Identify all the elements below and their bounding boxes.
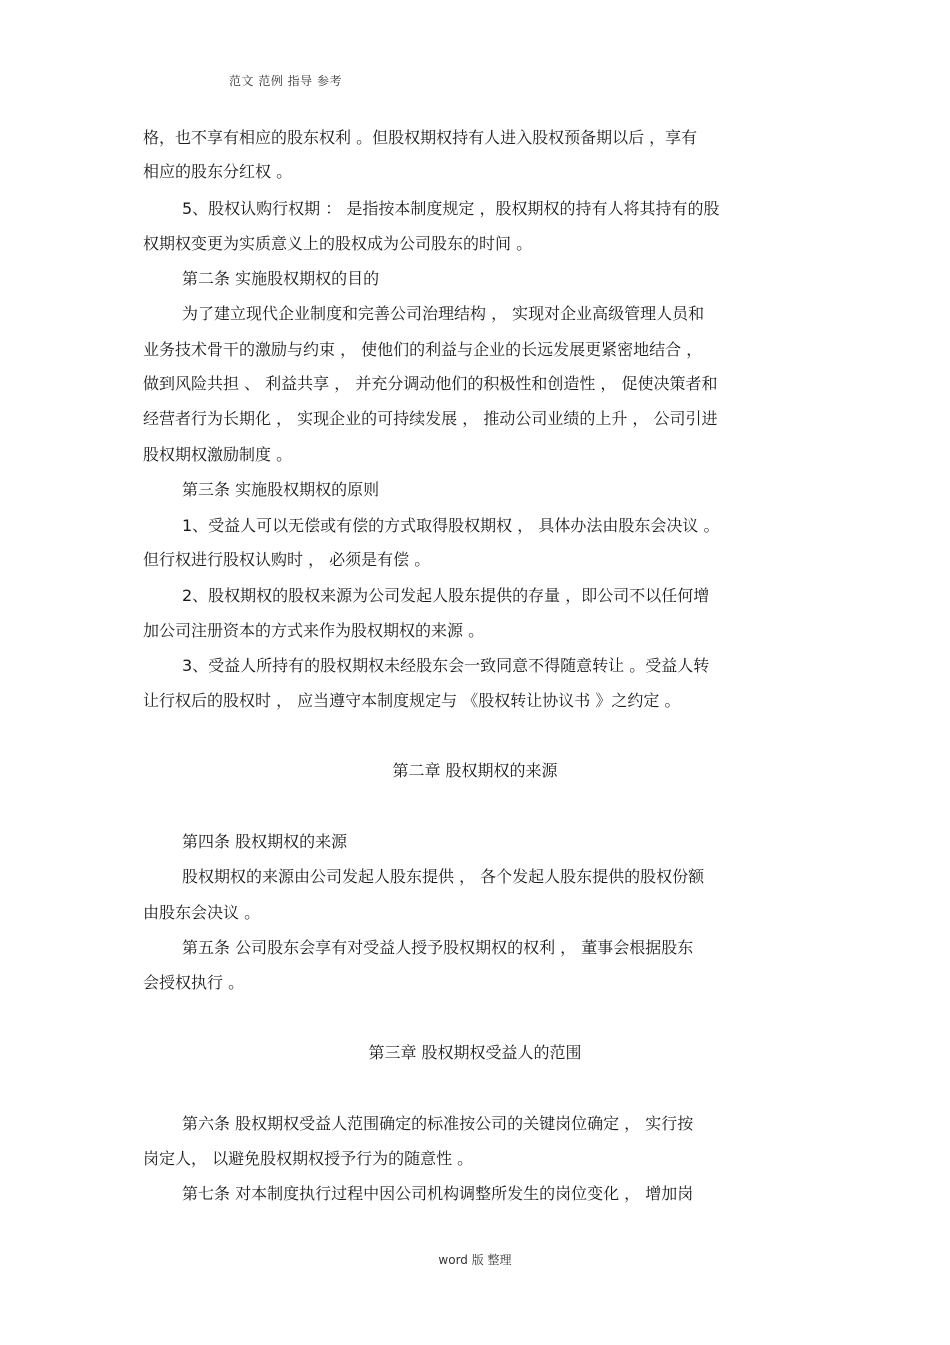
text-line: 经营者行为长期化 ， 实现企业的可持续发展 ， 推动公司业绩的上升 ， 公司引进 (143, 409, 718, 428)
text-line: 格，也不享有相应的股东权利 。但股权期权持有人进入股权预备期以后 ，享有 (143, 128, 698, 147)
article-heading: 第四条 股权期权的来源 (182, 832, 348, 851)
text-line: 会授权执行 。 (143, 973, 245, 992)
page-header: 范文 范例 指导 参考 (229, 74, 342, 88)
text-line: 业务技术骨干的激励与约束 ， 使他们的利益与企业的长远发展更紧密地结合 ， (143, 340, 703, 359)
text-line: 2、股权期权的股权来源为公司发起人股东提供的存量 ，即公司不以任何增 (182, 586, 710, 605)
text-line: 第五条 公司股东会享有对受益人授予股权期权的权利 ， 董事会根据股东 (182, 938, 694, 957)
text-line: 5、股权认购行权期 ： 是指按本制度规定 ，股权期权的持有人将其持有的股 (182, 199, 720, 218)
text-line: 让行权后的股权时 ， 应当遵守本制度规定与 《股权转让协议书 》之约定 。 (143, 691, 681, 710)
text-line: 1、受益人可以无偿或有偿的方式取得股权期权 ， 具体办法由股东会决议 。 (182, 516, 720, 535)
text-line: 加公司注册资本的方式来作为股权期权的来源 。 (143, 621, 485, 640)
article-heading: 第三条 实施股权期权的原则 (182, 480, 380, 499)
text-line: 股权期权的来源由公司发起人股东提供 ， 各个发起人股东提供的股权份额 (182, 867, 705, 886)
chapter-heading: 第二章 股权期权的来源 (392, 761, 558, 780)
text-line: 股权期权激励制度 。 (143, 445, 293, 464)
text-line: 做到风险共担 、 利益共享 ， 并充分调动他们的积极性和创造性 ， 促使决策者和 (143, 374, 718, 393)
text-line: 为了建立现代企业制度和完善公司治理结构 ， 实现对企业高级管理人员和 (182, 304, 705, 323)
text-line: 第七条 对本制度执行过程中因公司机构调整所发生的岗位变化 ， 增加岗 (182, 1184, 694, 1203)
article-heading: 第二条 实施股权期权的目的 (182, 269, 380, 288)
text-line: 权期权变更为实质意义上的股权成为公司股东的时间 。 (143, 234, 533, 253)
text-line: 岗定人， 以避免股权期权授予行为的随意性 。 (143, 1149, 474, 1168)
page-footer: word 版 整理 (438, 1253, 512, 1267)
article-heading: 第六条 股权期权受益人范围确定的标准按公司的关键岗位确定 ， 实行按 (182, 1114, 694, 1133)
text-line: 但行权进行股权认购时 ， 必须是有偿 。 (143, 550, 431, 569)
chapter-heading: 第三章 股权期权受益人的范围 (368, 1043, 582, 1062)
text-line: 3、受益人所持有的股权期权未经股东会一致同意不得随意转让 。受益人转 (182, 656, 710, 675)
text-line: 相应的股东分红权 。 (143, 162, 293, 181)
text-line: 由股东会决议 。 (143, 903, 261, 922)
